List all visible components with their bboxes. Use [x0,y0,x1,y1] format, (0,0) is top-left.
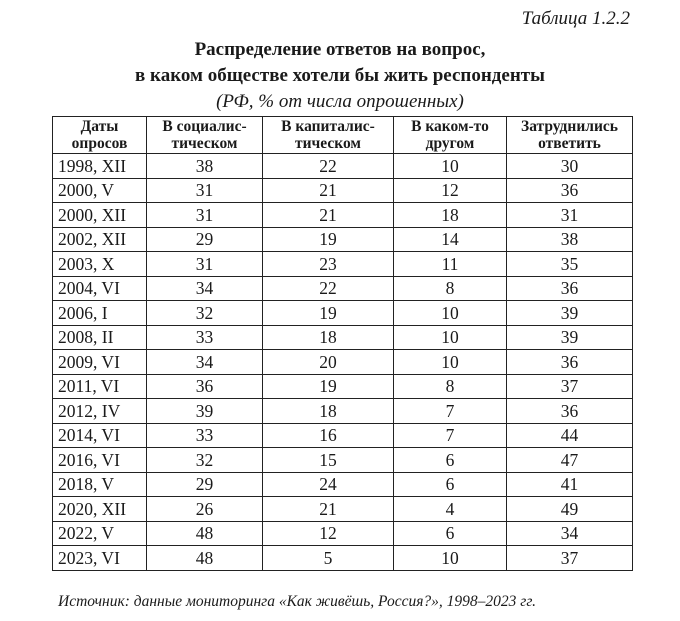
cell-socialist: 36 [147,374,263,399]
cell-capitalist: 19 [263,301,394,326]
header-socialist: В социалис- тическом [147,117,263,154]
table-row [53,203,633,228]
cell-undecided: 41 [507,472,633,497]
cell-socialist: 34 [147,276,263,301]
cell-socialist: 39 [147,399,263,424]
cell-undecided: 38 [507,227,633,252]
cell-socialist: 48 [147,521,263,546]
cell-undecided: 44 [507,423,633,448]
header-undecided: Затруднились ответить [507,117,633,154]
cell-other: 6 [394,521,507,546]
cell-date: 2009, VI [53,350,147,375]
cell-other: 10 [394,546,507,571]
cell-date: 2023, VI [53,546,147,571]
cell-date: 2012, IV [53,399,147,424]
cell-other: 18 [394,203,507,228]
cell-other: 11 [394,252,507,277]
table-row [53,521,633,546]
cell-capitalist: 16 [263,423,394,448]
cell-capitalist: 23 [263,252,394,277]
cell-capitalist: 20 [263,350,394,375]
table-row [53,301,633,326]
table-row [53,497,633,522]
cell-other: 10 [394,350,507,375]
source-note: Источник: данные мониторинга «Как живёшь, Россия?», 1998–2023 гг. [58,593,537,610]
cell-date: 2000, V [53,178,147,203]
cell-other: 7 [394,423,507,448]
cell-undecided: 35 [507,252,633,277]
cell-undecided: 36 [507,350,633,375]
header-survey-dates: Даты опросов [53,117,147,154]
header-other: В каком-то другом [394,117,507,154]
cell-date: 2002, XII [53,227,147,252]
cell-capitalist: 19 [263,374,394,399]
cell-undecided: 36 [507,399,633,424]
table-row [53,350,633,375]
cell-undecided: 39 [507,325,633,350]
cell-socialist: 32 [147,301,263,326]
cell-undecided: 36 [507,276,633,301]
table-subtitle: (РФ, % от числа опрошенных) [216,91,464,112]
cell-other: 7 [394,399,507,424]
table-row [53,374,633,399]
cell-socialist: 33 [147,325,263,350]
cell-capitalist: 19 [263,227,394,252]
table-row [53,252,633,277]
cell-undecided: 49 [507,497,633,522]
table-number: Таблица 1.2.2 [521,8,630,29]
cell-undecided: 30 [507,154,633,179]
cell-date: 2016, VI [53,448,147,473]
table-row [53,423,633,448]
table-row [53,178,633,203]
cell-date: 2006, I [53,301,147,326]
table-title-line-1: Распределение ответов на вопрос, [194,39,486,60]
cell-capitalist: 12 [263,521,394,546]
table-row [53,472,633,497]
table-row [53,546,633,571]
cell-date: 2011, VI [53,374,147,399]
cell-date: 2020, XII [53,497,147,522]
cell-capitalist: 5 [263,546,394,571]
table-title-line-2: в каком обществе хотели бы жить респонденты [135,65,545,86]
cell-undecided: 31 [507,203,633,228]
cell-socialist: 29 [147,227,263,252]
cell-undecided: 37 [507,546,633,571]
cell-capitalist: 22 [263,276,394,301]
cell-socialist: 29 [147,472,263,497]
cell-undecided: 39 [507,301,633,326]
cell-date: 1998, XII [53,154,147,179]
cell-date: 2014, VI [53,423,147,448]
cell-date: 2003, X [53,252,147,277]
cell-undecided: 47 [507,448,633,473]
cell-date: 2004, VI [53,276,147,301]
cell-socialist: 33 [147,423,263,448]
table-row [53,325,633,350]
cell-undecided: 34 [507,521,633,546]
cell-other: 10 [394,301,507,326]
cell-other: 8 [394,374,507,399]
header-row [53,117,633,154]
cell-capitalist: 22 [263,154,394,179]
table-row [53,448,633,473]
table-row [53,276,633,301]
cell-date: 2022, V [53,521,147,546]
cell-capitalist: 24 [263,472,394,497]
cell-capitalist: 21 [263,178,394,203]
cell-other: 10 [394,154,507,179]
survey-results-table [52,116,633,571]
cell-socialist: 31 [147,203,263,228]
header-capitalist: В капиталис- тическом [263,117,394,154]
table-row [53,227,633,252]
cell-socialist: 31 [147,252,263,277]
cell-capitalist: 15 [263,448,394,473]
cell-other: 4 [394,497,507,522]
cell-other: 6 [394,448,507,473]
cell-date: 2018, V [53,472,147,497]
cell-socialist: 26 [147,497,263,522]
cell-date: 2008, II [53,325,147,350]
cell-capitalist: 21 [263,203,394,228]
cell-undecided: 37 [507,374,633,399]
cell-socialist: 38 [147,154,263,179]
cell-capitalist: 21 [263,497,394,522]
cell-other: 8 [394,276,507,301]
cell-socialist: 31 [147,178,263,203]
cell-capitalist: 18 [263,399,394,424]
cell-other: 6 [394,472,507,497]
cell-socialist: 34 [147,350,263,375]
cell-other: 10 [394,325,507,350]
cell-other: 14 [394,227,507,252]
table-row [53,399,633,424]
cell-other: 12 [394,178,507,203]
cell-undecided: 36 [507,178,633,203]
cell-date: 2000, XII [53,203,147,228]
table-row [53,154,633,179]
cell-socialist: 48 [147,546,263,571]
cell-socialist: 32 [147,448,263,473]
cell-capitalist: 18 [263,325,394,350]
